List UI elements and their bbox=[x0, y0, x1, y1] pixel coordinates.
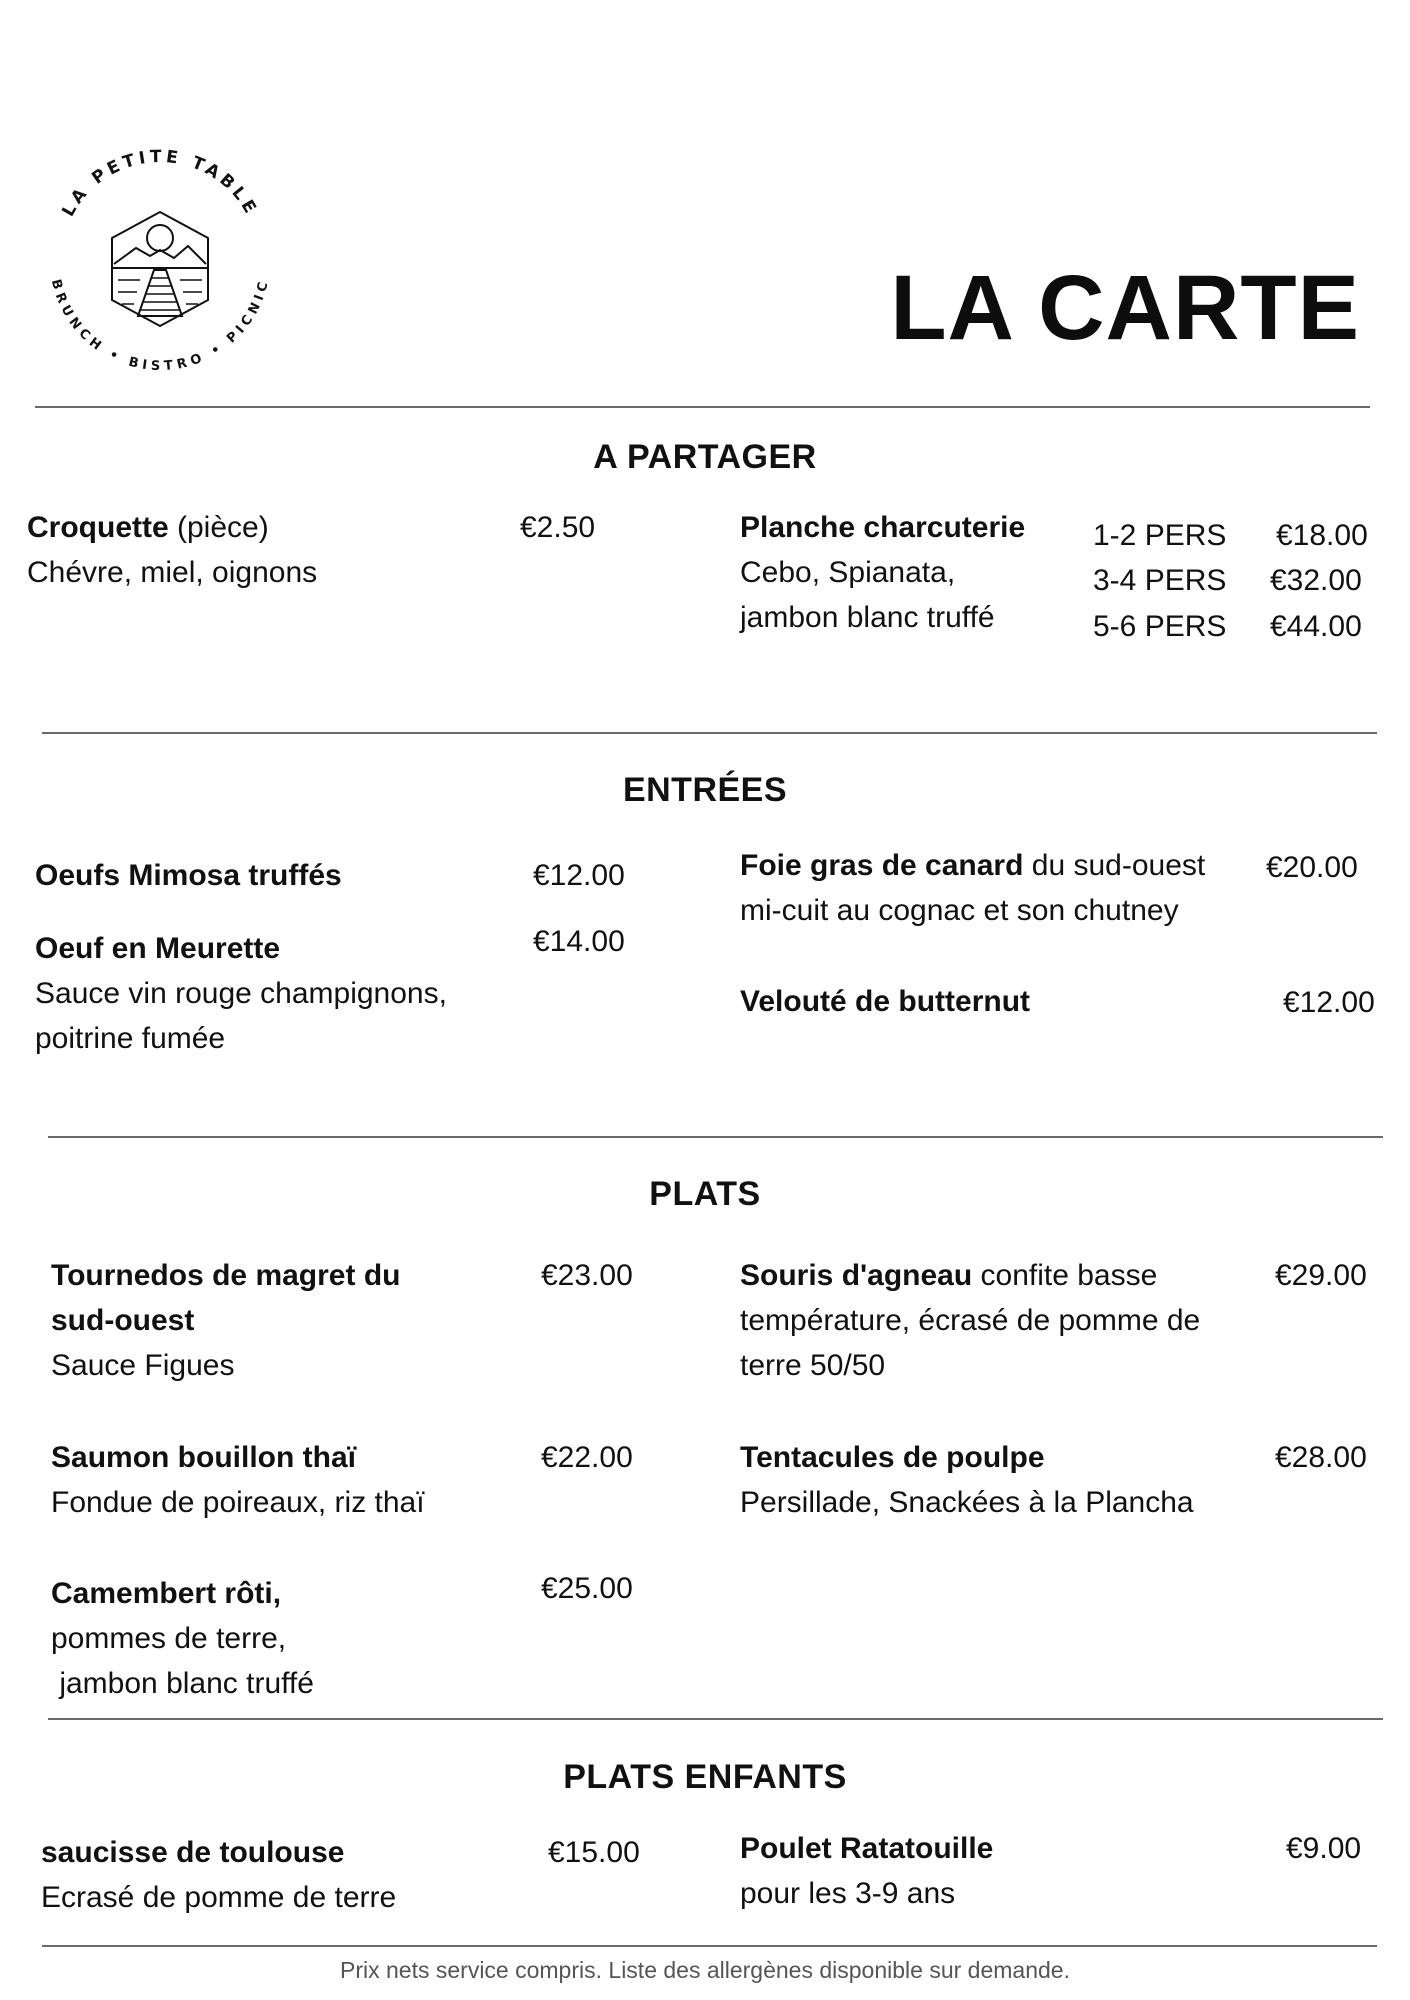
item-souris-name bbox=[740, 1253, 1157, 1298]
item-description: mi-cuit au cognac et son chutney bbox=[740, 894, 1179, 927]
item-name: Oeufs Mimosa truffés bbox=[35, 859, 342, 892]
item-description: pommes de terre, bbox=[51, 1622, 287, 1655]
item-name: Foie gras de canard bbox=[740, 849, 1024, 882]
item-description: Sauce Figues bbox=[51, 1349, 235, 1382]
item-description: terre 50/50 bbox=[740, 1349, 886, 1382]
divider bbox=[42, 732, 1377, 734]
item-name: Saumon bouillon thaï bbox=[51, 1441, 356, 1474]
item-name: Souris d'agneau bbox=[740, 1259, 973, 1292]
item-price: €12.00 bbox=[1283, 986, 1375, 1019]
item-price: €20.00 bbox=[1266, 851, 1358, 884]
logo-tagline-text: BRUNCH • BISTRO • PICNIC bbox=[47, 277, 273, 375]
item-price: €12.00 bbox=[533, 859, 625, 892]
item-price: €15.00 bbox=[548, 1836, 640, 1869]
item-name: Oeuf en Meurette bbox=[35, 932, 281, 965]
section-title-plats: PLATS bbox=[649, 1175, 761, 1213]
item-description: jambon blanc truffé bbox=[740, 601, 995, 634]
item-description: Chévre, miel, oignons bbox=[27, 556, 318, 589]
item-price: €2.50 bbox=[520, 511, 596, 544]
item-name: Croquette bbox=[27, 511, 169, 544]
portion-price: €18.00 bbox=[1276, 519, 1368, 552]
portion-price: €32.00 bbox=[1270, 564, 1362, 597]
divider bbox=[48, 1718, 1383, 1720]
portion-label: 3-4 PERS bbox=[1093, 564, 1227, 597]
logo-name-text: LA PETITE TABLE bbox=[58, 146, 262, 221]
portion-label: 5-6 PERS bbox=[1093, 610, 1227, 643]
item-description: Cebo, Spianata, bbox=[740, 556, 956, 589]
item-name-rest: confite basse bbox=[972, 1259, 1158, 1292]
item-name-rest: du sud-ouest bbox=[1023, 849, 1206, 882]
logo-mountains bbox=[114, 246, 206, 264]
item-description: Sauce vin rouge champignons, bbox=[35, 977, 447, 1010]
item-croquette-name bbox=[27, 505, 269, 550]
item-name: Tentacules de poulpe bbox=[740, 1441, 1045, 1474]
item-price: €9.00 bbox=[1286, 1832, 1362, 1865]
item-description: température, écrasé de pomme de bbox=[740, 1304, 1201, 1337]
footer-note: Prix nets service compris. Liste des allergènes disponible sur demande. bbox=[340, 1957, 1070, 1983]
item-price: €14.00 bbox=[533, 925, 625, 958]
section-title-a-partager: A PARTAGER bbox=[593, 438, 817, 476]
page-title: LA CARTE bbox=[890, 257, 1360, 359]
item-description: pour les 3-9 ans bbox=[740, 1877, 956, 1910]
item-price: €28.00 bbox=[1275, 1441, 1367, 1474]
item-name: Camembert rôti, bbox=[51, 1577, 282, 1610]
item-description: Fondue de poireaux, riz thaï bbox=[51, 1486, 425, 1519]
item-name: sud-ouest bbox=[51, 1304, 195, 1337]
item-price: €29.00 bbox=[1275, 1259, 1367, 1292]
portion-price: €44.00 bbox=[1270, 610, 1362, 643]
item-name: Tournedos de magret du bbox=[51, 1259, 401, 1292]
item-price: €23.00 bbox=[541, 1259, 633, 1292]
divider bbox=[42, 1945, 1377, 1947]
item-name: Planche charcuterie bbox=[740, 511, 1026, 544]
item-description: Ecrasé de pomme de terre bbox=[41, 1881, 397, 1914]
item-description: poitrine fumée bbox=[35, 1022, 226, 1055]
item-price: €22.00 bbox=[541, 1441, 633, 1474]
item-name: Poulet Ratatouille bbox=[740, 1832, 994, 1865]
logo-pier bbox=[138, 270, 182, 316]
logo-sun bbox=[147, 225, 173, 251]
divider bbox=[48, 1136, 1383, 1138]
logo-emblem bbox=[40, 140, 280, 380]
item-price: €25.00 bbox=[541, 1572, 633, 1605]
restaurant-logo bbox=[40, 140, 280, 380]
divider bbox=[35, 406, 1370, 408]
item-name: Velouté de butternut bbox=[740, 985, 1031, 1018]
item-name: saucisse de toulouse bbox=[41, 1836, 345, 1869]
section-title-plats-enfants: PLATS ENFANTS bbox=[563, 1758, 847, 1796]
item-description: Persillade, Snackées à la Plancha bbox=[740, 1486, 1194, 1519]
item-description: jambon blanc truffé bbox=[51, 1667, 314, 1700]
item-name-note: (pièce) bbox=[168, 511, 269, 544]
svg-text:LA PETITE TABLE bbox=[58, 147, 261, 220]
portion-label: 1-2 PERS bbox=[1093, 519, 1227, 552]
item-foie-gras-name bbox=[740, 843, 1205, 888]
section-title-entrees: ENTRÉES bbox=[622, 771, 788, 809]
